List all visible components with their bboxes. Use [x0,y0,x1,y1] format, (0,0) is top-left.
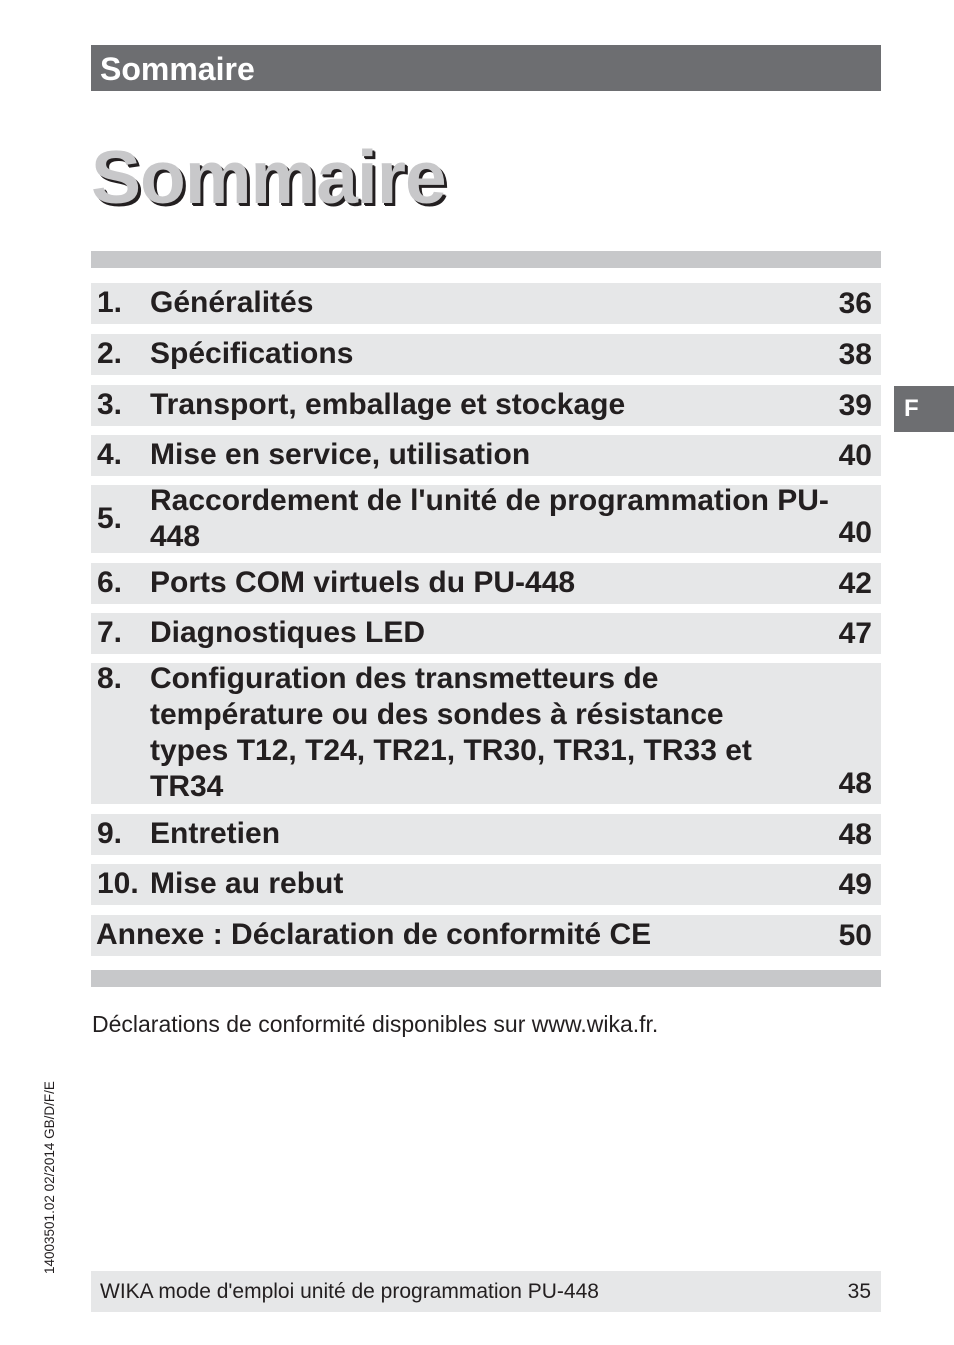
toc-annex-title: Annexe : Déclaration de conformité CE [96,918,652,951]
toc-entry-number: 2. [97,337,123,370]
toc-entry[interactable] [91,814,881,855]
toc-entry[interactable] [91,864,881,905]
toc-entry-number: 4. [97,438,123,471]
toc-entry-page: 47 [838,617,872,650]
toc-entry[interactable] [91,613,881,654]
conformity-note: Déclarations de conformité disponibles sur www.wika.fr. [92,1011,659,1037]
toc-entry[interactable] [91,663,881,804]
toc-entry-title: Raccordement de l'unité de programmation PU-448 [150,484,829,553]
toc-entry-page: 48 [838,818,872,851]
section-header-label: Sommaire [100,51,255,87]
toc-entry-page: 40 [838,439,872,472]
toc-entry-title: Entretien [150,817,281,850]
toc-entry[interactable] [91,385,881,426]
toc-entry-page: 39 [838,389,872,422]
toc-entry-number: 9. [97,817,123,850]
toc-entry-title: Configuration des transmetteurs de température ou des sondes à résistance types T12, T24, TR21, TR30, TR31, TR33 et TR34 [150,662,752,803]
toc-annex-entry[interactable] [91,915,881,956]
page-title: Sommaire [91,135,446,219]
toc-entry-number: 3. [97,388,123,421]
toc-entry-title: Mise au rebut [150,867,344,900]
toc-entry-number: 8. [97,662,123,695]
toc-entry-page: 42 [838,567,872,600]
toc-entry[interactable] [91,283,881,324]
toc-entry-number: 6. [97,566,123,599]
toc-entry[interactable] [91,334,881,375]
toc-entry-title: Spécifications [150,337,354,370]
language-tab: F [894,386,954,432]
toc-entry-page: 38 [838,338,872,371]
toc-entry-page: 49 [838,868,872,901]
toc-entry-page: 48 [838,767,872,800]
divider-bottom [91,970,881,987]
toc-annex-page: 50 [838,919,872,952]
page-footer [91,1271,881,1312]
toc-entry[interactable] [91,485,881,553]
toc-entry-number: 1. [97,286,123,319]
toc-entry-number: 5. [97,502,123,535]
toc-entry-number: 7. [97,616,123,649]
toc-entry-page: 40 [838,516,872,549]
toc-entry-title: Transport, emballage et stockage [150,388,626,421]
footer-page-number: 35 [847,1280,871,1303]
toc-entry-title: Généralités [150,286,314,319]
divider-top [91,251,881,268]
toc-entry-page: 36 [838,287,872,320]
footer-document-title: WIKA mode d'emploi unité de programmation PU-448 [100,1280,599,1303]
toc-entry-title: Diagnostiques LED [150,616,426,649]
document-code: 14003501.02 02/2014 GB/D/F/E [42,1081,57,1274]
toc-entry[interactable] [91,563,881,604]
toc-entry-number: 10. [97,867,139,900]
toc-entry[interactable] [91,435,881,476]
toc-entry-title: Mise en service, utilisation [150,438,531,471]
section-header-bar [91,45,881,91]
toc-entry-title: Ports COM virtuels du PU-448 [150,566,576,599]
